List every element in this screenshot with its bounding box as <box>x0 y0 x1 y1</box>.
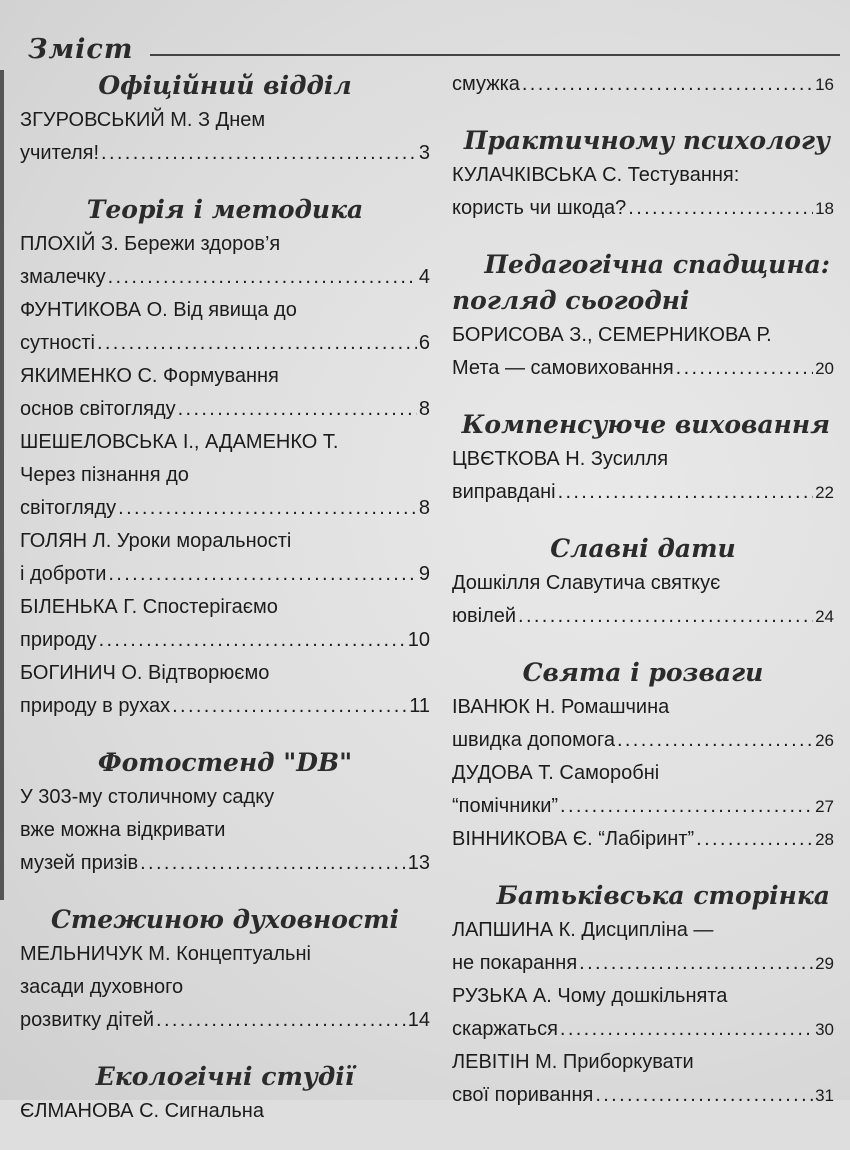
section-compensating <box>452 407 834 509</box>
entry-last-line: скаржаться . . . 30 <box>452 1013 834 1046</box>
section-title: Стежиною духовності <box>50 905 400 934</box>
entry-line: РУЗЬКА А. Чому дошкільнята <box>452 985 728 1007</box>
section-title: Фотостенд "DB" <box>97 748 353 777</box>
section-title: Компенсуюче виховання <box>461 410 830 439</box>
entry-line: КУЛАЧКІВСЬКА С. Тестування: <box>452 164 740 186</box>
page-number: 31 <box>815 1086 834 1105</box>
entry-last-line: свої поривання . . . 31 <box>452 1079 834 1112</box>
entry-line: ЯКИМЕНКО С. Формування <box>20 365 279 387</box>
page-number: 27 <box>815 797 834 816</box>
toc-entry[interactable] <box>20 781 430 880</box>
contents-header <box>20 30 835 70</box>
entry-last-line: сутності . . . 6 <box>20 327 430 360</box>
entry-last-line: смужка . . . 16 <box>452 68 834 101</box>
entry-last-line: природу в рухах . . . 11 <box>20 690 430 723</box>
section-dates <box>452 531 834 633</box>
toc-entry[interactable] <box>452 914 834 980</box>
entry-line: Через пізнання до <box>20 464 189 486</box>
entry-line: засади духовного <box>20 976 184 998</box>
toc-entry[interactable] <box>20 294 430 360</box>
toc-entry[interactable] <box>452 159 834 225</box>
toc-entry[interactable] <box>20 104 430 170</box>
entry-last-line: ВІННИКОВА Є. “Лабіринт” . . . 28 <box>452 823 834 856</box>
page-number: 14 <box>407 1009 430 1031</box>
page-number: 29 <box>815 954 834 973</box>
page-number: 24 <box>815 607 834 626</box>
toc-entry[interactable] <box>452 68 834 101</box>
entry-last-line: учителя! . . . 3 <box>20 137 430 170</box>
section-title: Практичному психологу <box>463 126 830 155</box>
page-number: 4 <box>418 266 430 288</box>
entry-last-line: світогляду . . . 8 <box>20 492 430 525</box>
section-title: Свята і розваги <box>522 658 764 687</box>
toc-entry[interactable] <box>452 980 834 1046</box>
entry-last-line: Мета — самовиховання . . . 20 <box>452 352 834 385</box>
entry-line: БОГИНИЧ О. Відтворюємо <box>20 662 270 684</box>
right-column <box>452 68 834 1134</box>
header-divider <box>150 54 840 56</box>
section-parents <box>452 878 834 1112</box>
section-title: Офіційний відділ <box>98 71 352 100</box>
section-ecology <box>20 1059 430 1128</box>
section-title: Екологічні студії <box>95 1062 355 1091</box>
entry-last-line: “помічники” . . . 27 <box>452 790 834 823</box>
entry-line: Дошкілля Славутича святкує <box>452 572 721 594</box>
section-heritage <box>452 247 834 385</box>
left-margin-rule <box>0 70 4 900</box>
entry-line: ЗГУРОВСЬКИЙ М. З Днем <box>20 109 266 131</box>
section-title: Педагогічна спадщина: <box>484 250 830 279</box>
entry-line: ШЕШЕЛОВСЬКА І., АДАМЕНКО Т. <box>20 431 339 453</box>
entry-last-line: користь чи шкода? . . . 18 <box>452 192 834 225</box>
toc-entry[interactable] <box>452 567 834 633</box>
page-number: 18 <box>815 199 834 218</box>
entry-last-line: ювілей . . . 24 <box>452 600 834 633</box>
entry-last-line: швидка допомога . . . 26 <box>452 724 834 757</box>
entry-last-line: природу . . . 10 <box>20 624 430 657</box>
entry-line: ЄЛМАНОВА С. Сигнальна <box>20 1100 264 1122</box>
section-title: Батьківська сторінка <box>496 881 830 910</box>
page-number: 8 <box>418 398 430 420</box>
section-spirituality <box>20 902 430 1037</box>
page-number: 8 <box>418 497 430 519</box>
page-number: 26 <box>815 731 834 750</box>
section-title: Славні дати <box>550 534 736 563</box>
toc-entry[interactable] <box>452 443 834 509</box>
entry-last-line: розвитку дітей . . . 14 <box>20 1004 430 1037</box>
section-holidays <box>452 655 834 856</box>
entry-line: ПЛОХІЙ З. Бережи здоров’я <box>20 233 281 255</box>
toc-entry[interactable] <box>452 1046 834 1112</box>
entry-line: ФУНТИКОВА О. Від явища до <box>20 299 297 321</box>
section-theory <box>20 192 430 723</box>
toc-entry[interactable] <box>452 757 834 823</box>
page-number: 16 <box>815 75 834 94</box>
entry-last-line: музей призів . . . 13 <box>20 847 430 880</box>
entry-line: ЛЕВІТІН М. Приборкувати <box>452 1051 694 1073</box>
page-number: 13 <box>407 852 430 874</box>
entry-last-line: виправдані . . . 22 <box>452 476 834 509</box>
entry-line: МЕЛЬНИЧУК М. Концептуальні <box>20 943 311 965</box>
entry-line: У 303-му столичному садку <box>20 786 275 808</box>
toc-entry[interactable] <box>20 938 430 1037</box>
entry-line: ГОЛЯН Л. Уроки моральності <box>20 530 292 552</box>
page-number: 30 <box>815 1020 834 1039</box>
section-psychologist <box>452 123 834 225</box>
left-column <box>20 68 430 1150</box>
entry-last-line: і доброти . . . 9 <box>20 558 430 591</box>
toc-entry[interactable] <box>452 823 834 856</box>
page-number: 10 <box>407 629 430 651</box>
entry-last-line: основ світогляду . . . 8 <box>20 393 430 426</box>
toc-entry[interactable] <box>20 360 430 426</box>
page-number: 20 <box>815 359 834 378</box>
toc-entry[interactable] <box>452 691 834 757</box>
section-photostand <box>20 745 430 880</box>
section-official <box>20 68 430 170</box>
toc-entry[interactable] <box>20 525 430 591</box>
entry-line: вже можна відкривати <box>20 819 226 841</box>
page-number: 28 <box>815 830 834 849</box>
entry-line: БІЛЕНЬКА Г. Спостерігаємо <box>20 596 278 618</box>
toc-entry[interactable] <box>20 426 430 525</box>
contents-title: Зміст <box>28 34 134 65</box>
entry-line: ДУДОВА Т. Саморобні <box>452 762 660 784</box>
entry-line: ІВАНЮК Н. Ромашчина <box>452 696 670 718</box>
page-number: 6 <box>418 332 430 354</box>
entry-line: БОРИСОВА З., СЕМЕРНИКОВА Р. <box>452 324 772 346</box>
entry-line: ЛАПШИНА К. Дисципліна — <box>452 919 714 941</box>
page-number: 11 <box>409 695 430 717</box>
page-number: 9 <box>418 563 430 585</box>
page-number: 22 <box>815 483 834 502</box>
section-subtitle: погляд сьогодні <box>452 286 690 315</box>
entry-last-line: не покарання . . . 29 <box>452 947 834 980</box>
entry-line: ЦВЄТКОВА Н. Зусилля <box>452 448 669 470</box>
toc-entry[interactable] <box>20 591 430 657</box>
toc-entry[interactable] <box>20 657 430 723</box>
toc-entry[interactable] <box>20 228 430 294</box>
page-number: 3 <box>418 142 430 164</box>
section-title: Теорія і методика <box>86 195 364 224</box>
section-continuation <box>452 68 834 101</box>
entry-last-line: змалечку . . . 4 <box>20 261 430 294</box>
toc-entry[interactable] <box>452 319 834 385</box>
